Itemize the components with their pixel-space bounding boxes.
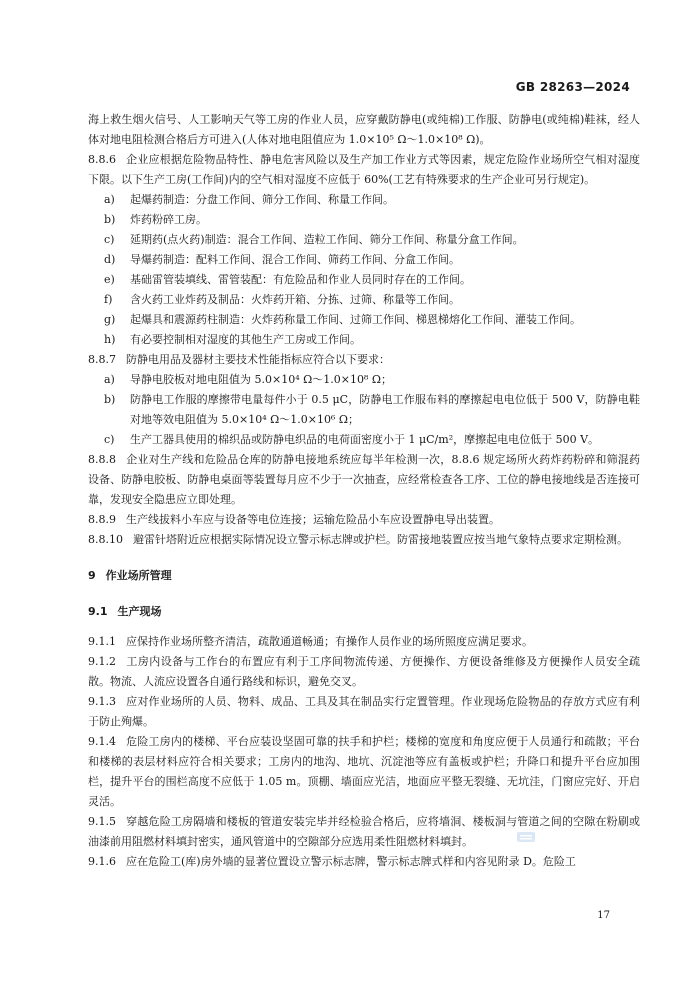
list-marker: b) — [104, 393, 116, 406]
list-marker: c) — [104, 433, 115, 446]
clause-number: 9.1.2 — [88, 655, 116, 668]
list-marker: g) — [104, 313, 116, 326]
clause-text: 应在危险工(库)房外墙的显著位置设立警示标志牌，警示标志牌式样和内容见附录 D。危险工 — [126, 855, 576, 868]
paragraph-continuation: 海上救生烟火信号、人工影响天气等工房的作业人员，应穿戴防静电(或纯棉)工作服、防静电(或纯棉)鞋袜，经人体对地电阻检测合格后方可进入(人体对地电阻值应为 1.0×10⁵ Ω～1.0×10⁸ Ω)。 — [88, 113, 640, 146]
clause-text: 穿越危险工房隔墙和楼板的管道安装完毕并经检验合格后，应将墙洞、楼板洞与管道之间的空隙在粉刷或油漆前用阻燃材料填封密实，通风管道中的空隙部分应选用柔性阻燃材料填封。 — [88, 815, 640, 848]
list-item — [88, 330, 640, 350]
standard-code: GB 28263—2024 — [515, 80, 630, 94]
clause-number: 9.1.1 — [88, 635, 116, 648]
list-item — [88, 430, 640, 450]
clause-number: 8.8.8 — [88, 453, 116, 466]
list-item — [88, 390, 640, 430]
list-item — [88, 210, 640, 230]
list-marker: d) — [104, 253, 116, 266]
clause-number: 8.8.7 — [88, 353, 116, 366]
section-number: 9 — [88, 569, 96, 582]
list-text: 起爆具和震源药柱制造：火炸药称量工作间、过筛工作间、梯恩梯熔化工作间、灌装工作间。 — [130, 313, 581, 326]
list-item — [88, 270, 640, 290]
clause-9-1-6 — [88, 852, 640, 872]
section-number: 9.1 — [88, 605, 108, 618]
clause-9-1-4 — [88, 732, 640, 812]
clause-number: 9.1.3 — [88, 695, 116, 708]
clause-number: 8.8.6 — [88, 153, 116, 166]
clause-text: 危险工房内的楼梯、平台应装设坚固可靠的扶手和护栏；楼梯的宽度和角度应便于人员通行和疏散；平台和楼梯的表层材料应符合相关要求；工房内的地沟、地坑、沉淀池等应有盖板或护栏；升降口和提升平台应加围栏，提升平台的围栏高度不应低于 1.05 m。顶棚、墙面应光洁，地面应平整无裂缝、无坑洼，门窗应完好、开启灵活。 — [88, 735, 640, 808]
list-text: 生产工器具使用的棉织品或防静电织品的电荷面密度小于 1 μC/m²，摩擦起电电位低于 500 V。 — [130, 433, 600, 446]
clause-8-8-9 — [88, 510, 640, 530]
list-item — [88, 250, 640, 270]
list-marker: a) — [104, 373, 115, 386]
list-text: 基础雷管装填线、雷管装配：有危险品和作业人员同时存在的工作间。 — [130, 273, 471, 286]
clause-text: 应保持作业场所整齐清洁，疏散通道畅通；有操作人员作业的场所照度应满足要求。 — [126, 635, 533, 648]
clause-number: 8.8.10 — [88, 533, 123, 546]
clause-9-1-3 — [88, 692, 640, 732]
list-item — [88, 310, 640, 330]
list-marker: f) — [104, 293, 113, 306]
list-8-8-7 — [88, 370, 640, 450]
clause-number: 9.1.5 — [88, 815, 116, 828]
list-text: 防静电工作服的摩擦带电量每件小于 0.5 μC，防静电工作服布料的摩擦起电电位低于 500 V，防静电鞋对地等效电阻值为 5.0×10⁴ Ω～1.0×10⁶ Ω； — [130, 393, 640, 426]
list-item — [88, 290, 640, 310]
clause-9-1-2 — [88, 652, 640, 692]
list-text: 导静电胶板对地电阻值为 5.0×10⁴ Ω～1.0×10⁸ Ω； — [130, 373, 392, 386]
clause-9-1-1 — [88, 632, 640, 652]
clause-8-8-8 — [88, 450, 640, 510]
clause-9-1-5 — [88, 812, 640, 852]
list-item — [88, 190, 640, 210]
section-title: 生产现场 — [117, 605, 162, 618]
clause-number: 9.1.6 — [88, 855, 116, 868]
section-heading-9 — [88, 566, 640, 586]
list-text: 含火药工业炸药及制品：火炸药开箱、分拣、过筛、称量等工作间。 — [130, 293, 460, 306]
list-text: 延期药(点火药)制造：混合工作间、造粒工作间、筛分工作间、称量分盒工作间。 — [130, 233, 524, 246]
list-8-8-6 — [88, 190, 640, 350]
clause-text: 应对作业场所的人员、物料、成品、工具及其在制品实行定置管理。作业现场危险物品的存放方式应有利于防止殉爆。 — [88, 695, 640, 728]
subsection-heading-9-1 — [88, 602, 640, 622]
list-marker: a) — [104, 193, 115, 206]
clause-text: 工房内设备与工作台的布置应有利于工序间物流传递、方便操作、方便设备维修及方便操作人员安全疏散。物流、人流应设置各自通行路线和标识，避免交叉。 — [88, 655, 640, 688]
list-item — [88, 370, 640, 390]
list-marker: e) — [104, 273, 115, 286]
clause-8-8-6 — [88, 150, 640, 190]
clause-text: 防静电用品及器材主要技术性能指标应符合以下要求： — [126, 353, 390, 366]
clause-text: 企业对生产线和危险品仓库的防静电接地系统应每半年检测一次，8.8.6 规定场所火药炸药粉碎和筛混药设备、防静电胶板、防静电桌面等装置每月应不少于一次抽查，应经常检查各工序、工位的静电接地线是否连接可靠，发现安全隐患应立即处理。 — [88, 453, 640, 506]
list-marker: b) — [104, 213, 116, 226]
list-text: 有必要控制相对湿度的其他生产工房或工作间。 — [130, 333, 361, 346]
section-title: 作业场所管理 — [105, 569, 172, 582]
list-item — [88, 230, 640, 250]
clause-text: 避雷针塔附近应根据实际情况设立警示标志牌或护栏。防雷接地装置应按当地气象特点要求定期检测。 — [133, 533, 628, 546]
clause-text: 生产线拔料小车应与设备等电位连接；运输危险品小车应设置静电导出装置。 — [126, 513, 500, 526]
clause-number: 8.8.9 — [88, 513, 116, 526]
page-body — [88, 110, 640, 872]
list-text: 起爆药制造：分盘工作间、筛分工作间、称量工作间。 — [130, 193, 394, 206]
clause-text: 企业应根据危险物品特性、静电危害风险以及生产加工作业方式等因素，规定危险作业场所空气相对湿度下限。以下生产工房(工作间)内的空气相对湿度不应低于 60%(工艺有特殊要求的生产企业可另行规定)。 — [88, 153, 640, 186]
list-marker: h) — [104, 333, 116, 346]
page-number: 17 — [597, 910, 610, 921]
list-text: 导爆药制造：配料工作间、混合工作间、筛药工作间、分盒工作间。 — [130, 253, 460, 266]
clause-8-8-10 — [88, 530, 640, 550]
list-text: 炸药粉碎工房。 — [130, 213, 207, 226]
watermark-icon — [516, 830, 536, 844]
list-marker: c) — [104, 233, 115, 246]
clause-number: 9.1.4 — [88, 735, 116, 748]
clause-8-8-7 — [88, 350, 640, 370]
